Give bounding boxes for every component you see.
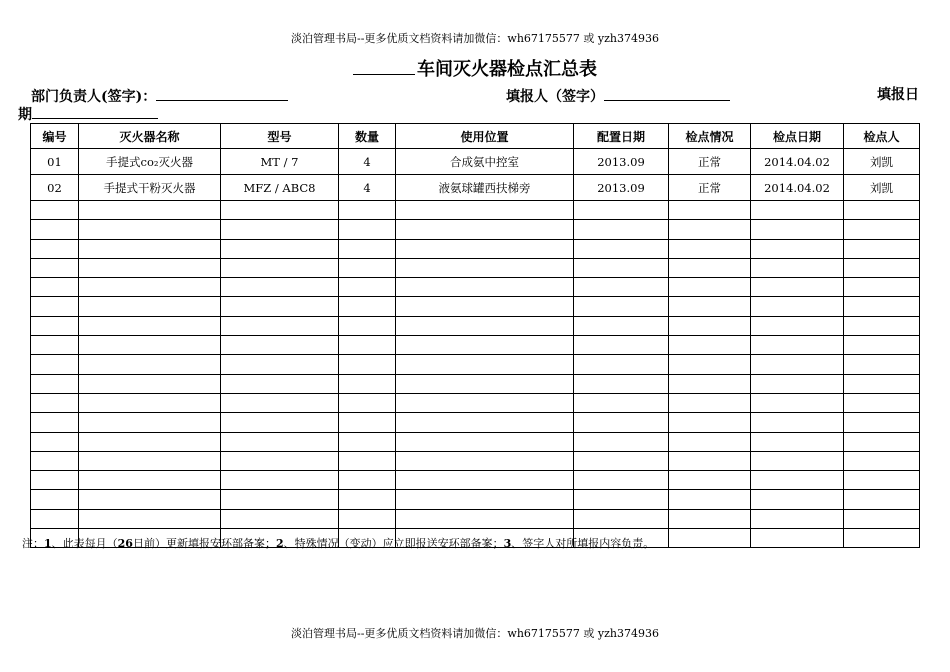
empty-cell (79, 258, 221, 277)
empty-cell (31, 336, 79, 355)
empty-cell (79, 490, 221, 509)
empty-cell (844, 258, 920, 277)
empty-cell (396, 432, 574, 451)
empty-cell (339, 278, 396, 297)
empty-cell (79, 451, 221, 470)
empty-cell (79, 393, 221, 412)
note-num-3: 3 (503, 537, 512, 550)
empty-cell (751, 278, 844, 297)
empty-cell (79, 220, 221, 239)
filler-signature (506, 86, 730, 106)
empty-cell (79, 413, 221, 432)
empty-cell (31, 509, 79, 528)
empty-cell (396, 471, 574, 490)
empty-cell (574, 355, 669, 374)
col-header-inspector: 检点人 (844, 124, 920, 149)
empty-cell (669, 316, 751, 335)
cell-status: 正常 (669, 149, 751, 175)
empty-cell (574, 220, 669, 239)
empty-cell (751, 471, 844, 490)
empty-cell (79, 239, 221, 258)
empty-cell (396, 393, 574, 412)
empty-cell (79, 201, 221, 220)
empty-cell (751, 393, 844, 412)
empty-cell (751, 355, 844, 374)
empty-cell (574, 278, 669, 297)
empty-cell (574, 297, 669, 316)
empty-cell (574, 413, 669, 432)
empty-cell (844, 336, 920, 355)
empty-cell (844, 432, 920, 451)
empty-cell (396, 316, 574, 335)
empty-cell (844, 413, 920, 432)
empty-cell (669, 201, 751, 220)
empty-cell (31, 393, 79, 412)
empty-cell (844, 220, 920, 239)
empty-cell (751, 509, 844, 528)
empty-cell (751, 432, 844, 451)
empty-cell (396, 336, 574, 355)
empty-cell (79, 432, 221, 451)
empty-table-row (31, 316, 920, 335)
empty-cell (221, 393, 339, 412)
empty-cell (396, 374, 574, 393)
empty-table-row (31, 239, 920, 258)
empty-cell (669, 336, 751, 355)
empty-cell (751, 451, 844, 470)
empty-cell (574, 239, 669, 258)
empty-cell (844, 316, 920, 335)
empty-cell (396, 220, 574, 239)
title-text: 车间灭火器检点汇总表 (417, 59, 597, 80)
empty-cell (751, 258, 844, 277)
empty-cell (669, 239, 751, 258)
empty-table-row (31, 451, 920, 470)
empty-cell (221, 374, 339, 393)
empty-cell (844, 201, 920, 220)
cell-quantity: 4 (339, 149, 396, 175)
empty-cell (31, 413, 79, 432)
empty-cell (669, 374, 751, 393)
col-header-config-date: 配置日期 (574, 124, 669, 149)
empty-table-row (31, 220, 920, 239)
empty-cell (31, 316, 79, 335)
empty-cell (396, 355, 574, 374)
empty-cell (221, 490, 339, 509)
empty-cell (396, 239, 574, 258)
empty-cell (844, 451, 920, 470)
empty-cell (31, 355, 79, 374)
extinguisher-table (30, 123, 920, 548)
empty-cell (844, 529, 920, 548)
empty-cell (751, 239, 844, 258)
empty-cell (221, 471, 339, 490)
empty-cell (79, 471, 221, 490)
empty-cell (751, 336, 844, 355)
fill-date-line (32, 104, 158, 119)
fill-date-label-part2: 期 (18, 107, 32, 123)
empty-cell (31, 451, 79, 470)
cell-name: 手提式干粉灭火器 (79, 175, 221, 201)
footnote (22, 537, 654, 551)
empty-cell (574, 490, 669, 509)
empty-table-row (31, 336, 920, 355)
empty-cell (79, 374, 221, 393)
empty-cell (844, 297, 920, 316)
empty-cell (574, 509, 669, 528)
empty-cell (79, 336, 221, 355)
empty-cell (31, 297, 79, 316)
empty-cell (751, 374, 844, 393)
empty-cell (31, 374, 79, 393)
empty-cell (339, 509, 396, 528)
empty-cell (574, 336, 669, 355)
empty-cell (221, 201, 339, 220)
empty-table-row (31, 413, 920, 432)
cell-quantity: 4 (339, 175, 396, 201)
empty-cell (221, 509, 339, 528)
filler-label: 填报人（签字） (506, 89, 604, 105)
dept-head-signature (31, 86, 288, 106)
col-header-name: 灭火器名称 (79, 124, 221, 149)
empty-cell (669, 220, 751, 239)
empty-cell (396, 278, 574, 297)
empty-cell (79, 355, 221, 374)
col-header-model: 型号 (221, 124, 339, 149)
note-num-26: 26 (117, 537, 133, 550)
empty-cell (396, 451, 574, 470)
empty-cell (669, 509, 751, 528)
empty-cell (339, 355, 396, 374)
empty-cell (844, 393, 920, 412)
empty-cell (339, 336, 396, 355)
empty-cell (396, 490, 574, 509)
note-text-4: 、签字人对所填报内容负责。 (511, 537, 655, 550)
cell-id: 02 (31, 175, 79, 201)
table-row (31, 175, 920, 201)
empty-cell (339, 201, 396, 220)
col-header-check-date: 检点日期 (751, 124, 844, 149)
empty-cell (574, 432, 669, 451)
empty-cell (31, 201, 79, 220)
empty-cell (669, 393, 751, 412)
note-num-2: 2 (275, 537, 284, 550)
col-header-location: 使用位置 (396, 124, 574, 149)
empty-cell (221, 336, 339, 355)
empty-table-row (31, 509, 920, 528)
fill-date (18, 104, 158, 124)
empty-table-row (31, 374, 920, 393)
empty-cell (221, 220, 339, 239)
empty-cell (221, 413, 339, 432)
empty-cell (844, 509, 920, 528)
empty-cell (844, 374, 920, 393)
empty-cell (221, 432, 339, 451)
empty-cell (31, 239, 79, 258)
empty-cell (339, 258, 396, 277)
empty-cell (396, 509, 574, 528)
empty-cell (751, 201, 844, 220)
empty-cell (339, 451, 396, 470)
note-text-3: 、特殊情况（变动）应立即报送安环部备案； (283, 537, 504, 550)
empty-cell (574, 258, 669, 277)
empty-table-row (31, 297, 920, 316)
empty-cell (669, 355, 751, 374)
empty-cell (221, 258, 339, 277)
empty-cell (751, 220, 844, 239)
empty-cell (669, 471, 751, 490)
empty-cell (396, 258, 574, 277)
title-blank-line (353, 56, 415, 75)
cell-location: 液氨球罐西扶梯旁 (396, 175, 574, 201)
empty-cell (844, 239, 920, 258)
empty-cell (751, 490, 844, 509)
empty-cell (339, 413, 396, 432)
empty-cell (751, 316, 844, 335)
dept-head-label: 部门负责人(签字)： (31, 89, 157, 105)
cell-id: 01 (31, 149, 79, 175)
empty-cell (669, 413, 751, 432)
cell-location: 合成氨中控室 (396, 149, 574, 175)
empty-cell (339, 490, 396, 509)
empty-table-row (31, 432, 920, 451)
empty-cell (669, 297, 751, 316)
empty-cell (339, 220, 396, 239)
empty-cell (844, 490, 920, 509)
empty-cell (79, 297, 221, 316)
empty-cell (339, 471, 396, 490)
empty-cell (79, 316, 221, 335)
empty-cell (221, 297, 339, 316)
empty-cell (751, 297, 844, 316)
empty-cell (844, 355, 920, 374)
cell-config-date: 2013.09 (574, 175, 669, 201)
empty-cell (221, 355, 339, 374)
empty-cell (339, 239, 396, 258)
table-row (31, 149, 920, 175)
empty-cell (574, 471, 669, 490)
empty-cell (669, 529, 751, 548)
empty-cell (31, 258, 79, 277)
empty-cell (574, 201, 669, 220)
empty-cell (574, 374, 669, 393)
note-text-1: 、此表每月（ (51, 537, 118, 550)
filler-signature-line (604, 86, 730, 101)
empty-cell (574, 451, 669, 470)
dept-head-signature-line (156, 86, 288, 101)
cell-status: 正常 (669, 175, 751, 201)
empty-cell (844, 471, 920, 490)
empty-cell (844, 278, 920, 297)
empty-cell (669, 258, 751, 277)
cell-model: MFZ / ABC8 (221, 175, 339, 201)
empty-cell (221, 239, 339, 258)
empty-table-row (31, 393, 920, 412)
cell-check-date: 2014.04.02 (751, 149, 844, 175)
empty-table-row (31, 201, 920, 220)
cell-config-date: 2013.09 (574, 149, 669, 175)
empty-table-row (31, 490, 920, 509)
note-text-2: 日前）更新填报安环部备案； (132, 537, 276, 550)
empty-cell (221, 316, 339, 335)
empty-cell (221, 451, 339, 470)
empty-cell (669, 432, 751, 451)
header-watermark: 淡泊管理书局--更多优质文档资料请加微信：wh67175577 或 yzh374936 (291, 32, 659, 45)
empty-cell (31, 432, 79, 451)
col-header-status: 检点情况 (669, 124, 751, 149)
empty-cell (31, 471, 79, 490)
empty-cell (31, 220, 79, 239)
page-title (0, 56, 950, 83)
note-prefix: 注： (22, 537, 44, 550)
empty-cell (339, 374, 396, 393)
empty-cell (751, 413, 844, 432)
empty-cell (31, 490, 79, 509)
cell-name: 手提式co₂灭火器 (79, 149, 221, 175)
empty-cell (339, 316, 396, 335)
note-num-1: 1 (44, 537, 52, 550)
empty-cell (221, 278, 339, 297)
empty-table-row (31, 355, 920, 374)
empty-cell (574, 316, 669, 335)
empty-table-row (31, 278, 920, 297)
cell-check-date: 2014.04.02 (751, 175, 844, 201)
empty-cell (751, 529, 844, 548)
empty-cell (669, 278, 751, 297)
cell-inspector: 刘凯 (844, 149, 920, 175)
cell-inspector: 刘凯 (844, 175, 920, 201)
empty-cell (339, 432, 396, 451)
table-header-row (31, 124, 920, 149)
empty-cell (669, 490, 751, 509)
empty-cell (574, 393, 669, 412)
empty-table-row (31, 258, 920, 277)
empty-table-row (31, 471, 920, 490)
footer-watermark: 淡泊管理书局--更多优质文档资料请加微信：wh67175577 或 yzh374936 (291, 627, 659, 640)
empty-cell (79, 278, 221, 297)
col-header-id: 编号 (31, 124, 79, 149)
empty-cell (79, 509, 221, 528)
empty-cell (339, 297, 396, 316)
empty-cell (396, 297, 574, 316)
empty-cell (339, 393, 396, 412)
empty-cell (396, 201, 574, 220)
cell-model: MT / 7 (221, 149, 339, 175)
col-header-quantity: 数量 (339, 124, 396, 149)
empty-cell (31, 278, 79, 297)
empty-cell (669, 451, 751, 470)
fill-date-label-part1: 填报日 (877, 87, 919, 103)
empty-cell (396, 413, 574, 432)
